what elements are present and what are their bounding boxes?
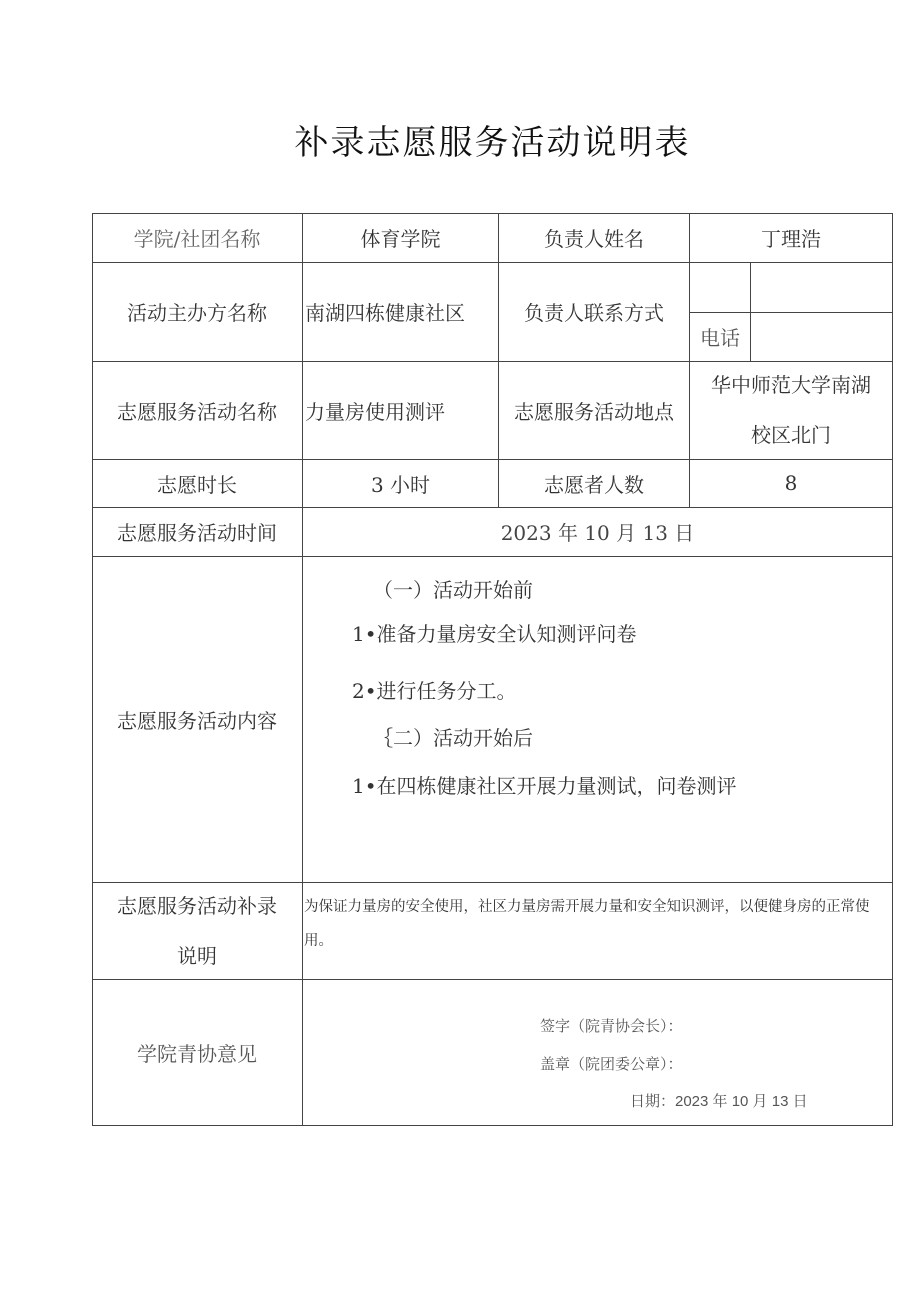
seal-line: 盖章（院团委公章）：: [540, 1055, 683, 1073]
form-table: [92, 213, 893, 1126]
label-activity-location: 志愿服务活动地点: [514, 399, 674, 424]
column-divider: [302, 213, 303, 1126]
value-duration: 3 小时: [370, 472, 431, 497]
label-activity-content: 志愿服务活动内容: [117, 708, 277, 733]
supplement-label-line-2: 说明: [177, 943, 217, 968]
location-line-1: 华中师范大学南湖: [711, 373, 871, 397]
content-line: 2•进行任务分工。: [352, 679, 517, 703]
label-activity-name: 志愿服务活动名称: [117, 399, 277, 424]
location-line-2: 校区北门: [751, 423, 831, 447]
value-volunteer-count: 8: [784, 471, 798, 495]
value-leader-name: 丁理浩: [761, 227, 821, 251]
label-organizer: 活动主办方名称: [127, 301, 267, 325]
content-line: 1•准备力量房安全认知测评问卷: [352, 622, 637, 646]
label-volunteer-count: 志愿者人数: [544, 472, 644, 497]
label-activity-time: 志愿服务活动时间: [117, 521, 277, 545]
value-supplement: 为保证力量房的安全使用，社区力量房需开展力量和安全知识测评，以便健身房的正常使用。: [304, 899, 870, 949]
value-activity-name: 力量房使用测评: [305, 399, 445, 424]
label-leader-name: 负责人姓名: [544, 227, 644, 251]
signature-line: 签字（院青协会长）：: [540, 1017, 683, 1035]
label-duration: 志愿时长: [157, 472, 237, 497]
table-border-bottom: [92, 1125, 893, 1126]
label-college-opinion: 学院青协意见: [137, 1041, 257, 1066]
label-supplement: [92, 882, 302, 979]
supplement-label-line-1: 志愿服务活动补录: [117, 893, 277, 918]
label-college: 学院/社团名称: [133, 227, 261, 251]
phone-column-divider: [750, 262, 751, 361]
value-organizer: 南湖四栋健康社区: [305, 301, 465, 325]
content-line: （一）活动开始前: [373, 578, 533, 602]
label-leader-contact: 负责人联系方式: [524, 301, 664, 325]
content-line: 1•在四栋健康社区开展力量测试，问卷测评: [352, 774, 737, 798]
label-phone: 电话: [700, 326, 740, 350]
opinion-date: 日期：2023 年 10 月 13 日: [630, 1093, 808, 1110]
table-border-right: [892, 213, 893, 1126]
value-college: 体育学院: [360, 227, 441, 251]
value-activity-time: 2023 年 10 月 13 日: [500, 521, 695, 545]
content-line: ｛二）活动开始后: [373, 726, 533, 750]
value-activity-location: [690, 361, 892, 459]
page-title: 补录志愿服务活动说明表: [294, 123, 691, 163]
